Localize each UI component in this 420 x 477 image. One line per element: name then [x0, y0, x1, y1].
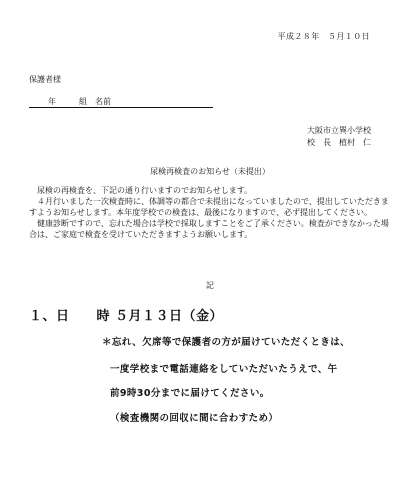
grade-label: 年	[48, 97, 56, 106]
name-fill-line	[29, 96, 213, 108]
body-paragraph: 健康診断ですので、忘れた場合は学校で採取しますことをご了承ください。検査ができなかった場合は、ご家庭で検査を受けていただきますようお願いします。	[29, 219, 389, 239]
schedule-label: １、日 時	[29, 309, 111, 324]
class-label: 組	[79, 97, 87, 106]
ki-heading: 記	[206, 281, 214, 290]
note-line: 一度学校まで電話連絡をしていただいたうえで、午	[110, 364, 338, 375]
note-line: （検査機関の回収に間に合わすため）	[110, 413, 279, 424]
document-title: 尿検再検査のお知らせ（未提出）	[150, 167, 270, 176]
recipient-label: 保護者様	[29, 75, 61, 84]
school-name: 大阪市立巽小学校	[307, 126, 371, 135]
body-paragraph: ４月行いました一次検査時に、体調等の都合で未提出になっていましたので、提出していただきますようお知らせします。本年度学校での検査は、最後になりますので、必ず提出してください。	[29, 197, 389, 217]
schedule-item	[29, 305, 223, 324]
name-label: 名前	[95, 97, 111, 106]
issue-date: 平成２８年 ５月１０日	[277, 32, 370, 41]
note-line: ＊忘れ、欠席等で保護者の方が届けていただくときは、	[102, 337, 351, 348]
principal-name: 校 長 植村 仁	[307, 138, 371, 147]
body-paragraph: 尿検の再検査を、下記の通り行いますのでお知らせします。	[37, 186, 253, 195]
note-line: 前9時30分までに届けてください。	[110, 388, 270, 399]
schedule-value: ５月１３日（金）	[115, 309, 224, 324]
body-text	[29, 185, 391, 240]
